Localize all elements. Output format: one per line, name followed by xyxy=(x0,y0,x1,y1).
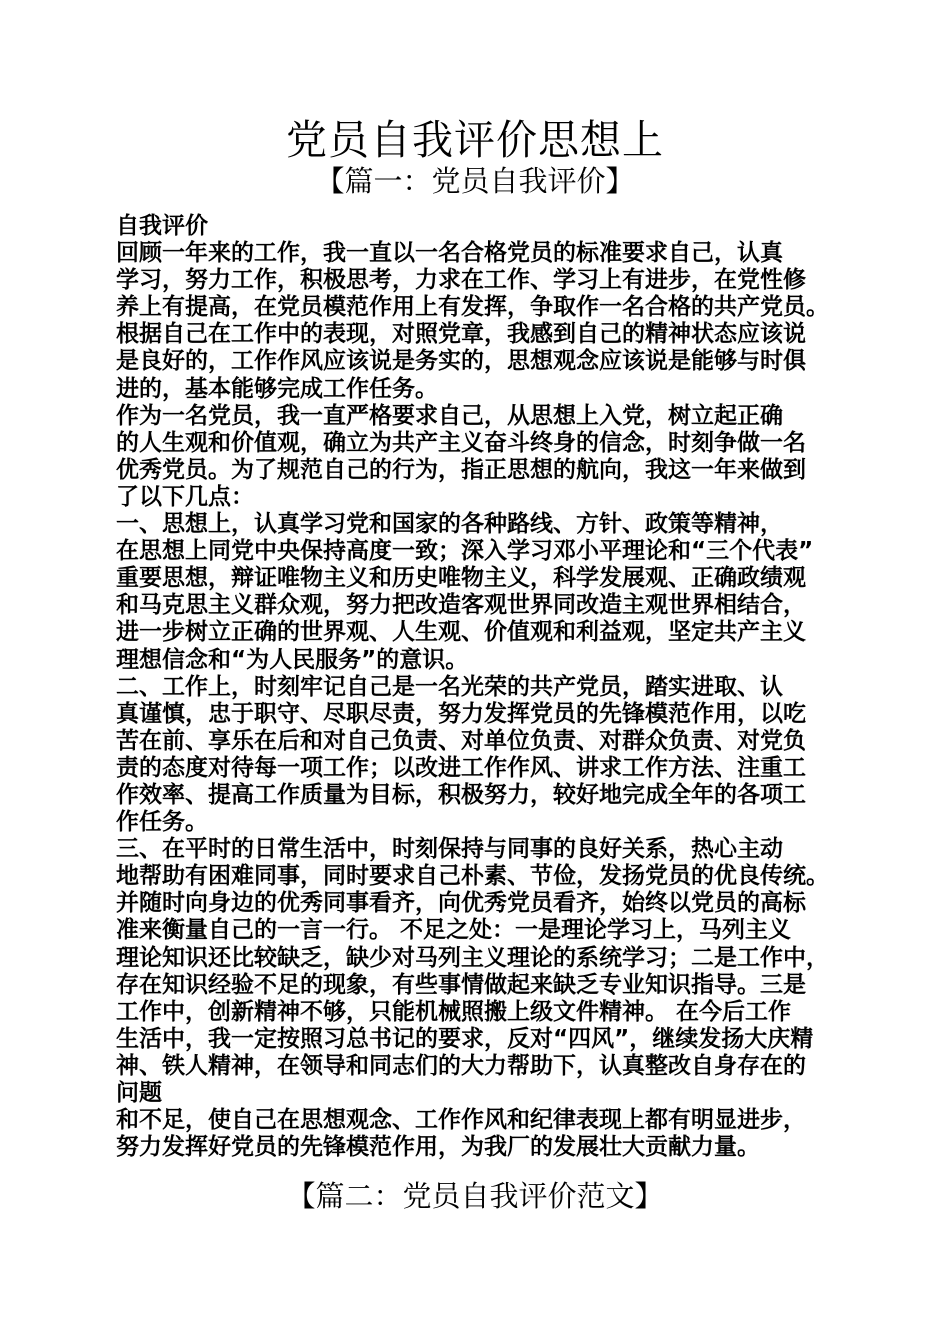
body-line: 一、思想上，认真学习党和国家的各种路线、方针、政策等精神， xyxy=(116,511,783,538)
body-line: 作任务。 xyxy=(116,809,208,836)
body-line: 在思想上同党中央保持高度一致；深入学习邓小平理论和“三个代表” xyxy=(116,538,814,565)
body-line: 问题 xyxy=(116,1080,162,1106)
body-line: 养上有提高，在党员模范作用上有发挥，争取作一名合格的共产党员。 xyxy=(116,294,829,321)
body-line: 是良好的，工作作风应该说是务实的，思想观念应该说是能够与时俱 xyxy=(116,348,806,375)
body-line: 自我评价 xyxy=(116,213,208,239)
body-line: 努力发挥好党员的先锋模范作用，为我厂的发展壮大贡献力量。 xyxy=(116,1134,760,1161)
body-line: 存在知识经验不足的现象，有些事情做起来缺乏专业知识指导。三是 xyxy=(116,971,806,998)
body-line: 神、铁人精神，在领导和同志们的大力帮助下，认真整改自身存在的 xyxy=(116,1052,806,1079)
body-text xyxy=(116,213,841,1161)
body-line: 学习，努力工作，积极思考，力求在工作、学习上有进步，在党性修 xyxy=(116,267,806,294)
body-line: 和不足，使自己在思想观念、工作作风和纪律表现上都有明显进步， xyxy=(116,1107,806,1134)
body-line: 根据自己在工作中的表现，对照党章，我感到自己的精神状态应该说 xyxy=(116,321,806,348)
body-line: 进一步树立正确的世界观、人生观、价值观和利益观，坚定共产主义 xyxy=(116,619,806,646)
body-line: 准来衡量自己的一言一行。 不足之处：一是理论学习上，马列主义 xyxy=(116,917,792,944)
body-line: 优秀党员。为了规范自己的行为，指正思想的航向，我这一年来做到 xyxy=(116,456,806,483)
body-line: 三、在平时的日常生活中，时刻保持与同事的良好关系，热心主动 xyxy=(116,836,783,863)
body-line: 地帮助有困难同事，同时要求自己朴素、节俭，发扬党员的优良传统。 xyxy=(116,863,829,890)
body-line: 二、工作上，时刻牢记自己是一名光荣的共产党员，踏实进取、认 xyxy=(116,673,783,700)
body-line: 苦在前、享乐在后和对自己负责、对单位负责、对群众负责、对党负 xyxy=(116,727,806,754)
body-line: 的人生观和价值观，确立为共产主义奋斗终身的信念，时刻争做一名 xyxy=(116,429,806,456)
body-line: 了以下几点： xyxy=(116,483,254,510)
body-line: 回顾一年来的工作，我一直以一名合格党员的标准要求自己，认真 xyxy=(116,240,783,267)
document-title: 党员自我评价思想上 xyxy=(286,116,664,164)
body-line: 进的，基本能够完成工作任务。 xyxy=(116,375,438,402)
body-line: 和马克思主义群众观，努力把改造客观世界同改造主观世界相结合， xyxy=(116,592,806,619)
body-line: 理论知识还比较缺乏，缺少对马列主义理论的系统学习；二是工作中， xyxy=(116,944,829,971)
body-line: 作效率、提高工作质量为目标，积极努力，较好地完成全年的各项工 xyxy=(116,781,806,808)
section-2-heading: 【篇二：党员自我评价范文】 xyxy=(286,1179,664,1213)
body-line: 真谨慎，忠于职守、尽职尽责，努力发挥党员的先锋模范作用，以吃 xyxy=(116,700,806,727)
body-line: 责的态度对待每一项工作；以改进工作作风、讲求工作方法、注重工 xyxy=(116,754,806,781)
section-1-heading: 【篇一：党员自我评价】 xyxy=(315,164,635,198)
body-line: 生活中，我一定按照习总书记的要求，反对“四风”，继续发扬大庆精 xyxy=(116,1025,814,1052)
body-line: 并随时向身边的优秀同事看齐，向优秀党员看齐，始终以党员的高标 xyxy=(116,890,806,917)
body-line: 重要思想，辩证唯物主义和历史唯物主义，科学发展观、正确政绩观 xyxy=(116,565,806,592)
body-line: 工作中，创新精神不够，只能机械照搬上级文件精神。 在今后工作 xyxy=(116,998,792,1025)
body-line: 理想信念和“为人民服务”的意识。 xyxy=(116,646,469,673)
body-line: 作为一名党员，我一直严格要求自己，从思想上入党，树立起正确 xyxy=(116,402,783,429)
